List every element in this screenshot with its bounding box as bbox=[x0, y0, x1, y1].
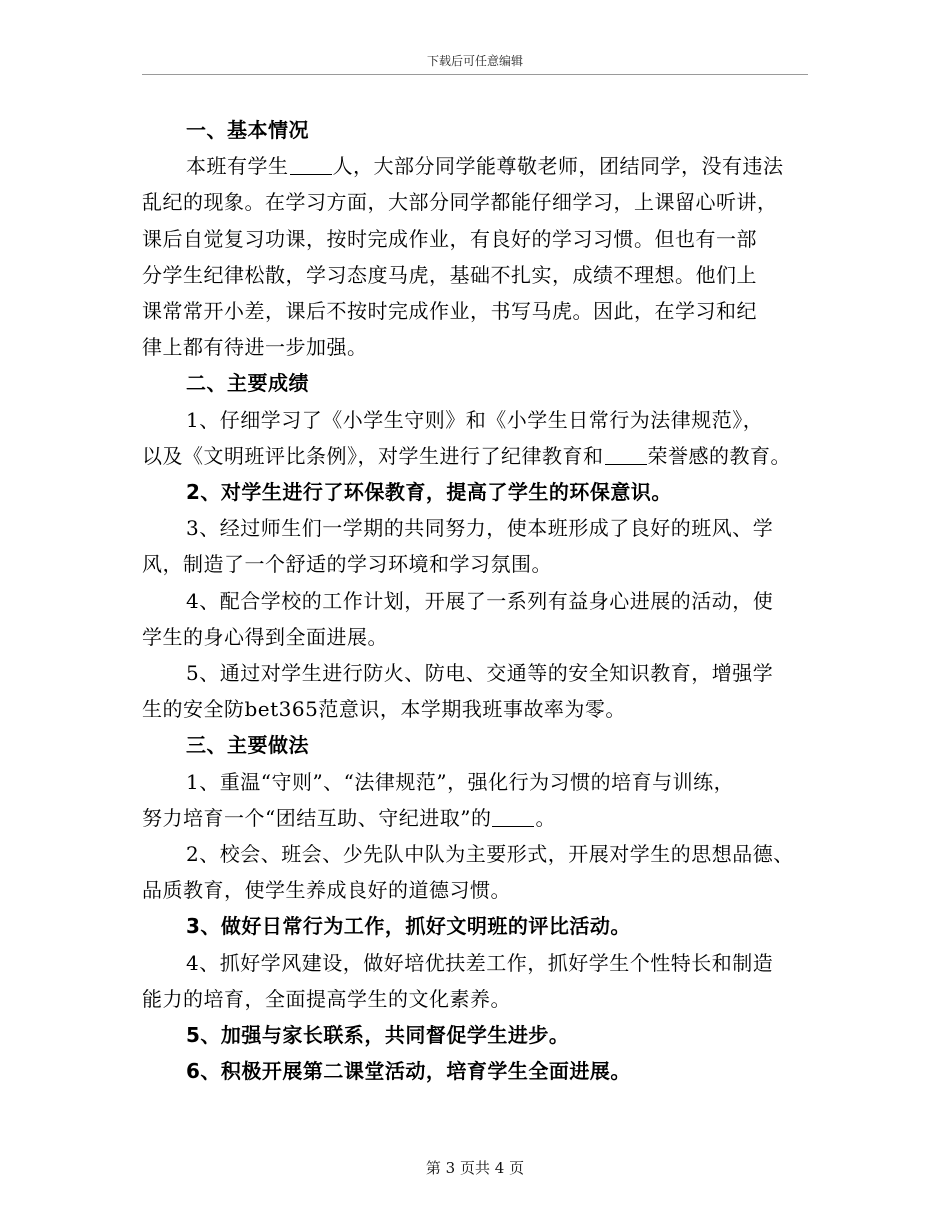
fill-in-blank bbox=[605, 444, 647, 465]
paragraph-line: 课后自觉复习功课，按时完成作业，有良好的学习习惯。但也有一部 bbox=[142, 226, 757, 251]
list-item-line: 4、抓好学风建设，做好培优扶差工作，抓好学生个性特长和制造 bbox=[186, 950, 774, 975]
paragraph-line: 分学生纪律松散，学习态度马虎，基础不扎实，成绩不理想。他们上 bbox=[142, 262, 757, 287]
section-heading-basic: 一、基本情况 bbox=[186, 118, 309, 142]
text-segment: 努力培育一个“团结互助、守纪进取”的 bbox=[142, 805, 492, 830]
paragraph-line bbox=[142, 148, 832, 184]
list-item-line bbox=[142, 800, 832, 836]
page-header: 下载后可任意编辑 bbox=[426, 54, 523, 68]
paragraph-line: 课常常开小差，课后不按时完成作业，书写马虎。因此，在学习和纪 bbox=[142, 299, 757, 324]
text-segment: 。 bbox=[535, 805, 556, 830]
list-item-line: 4、配合学校的工作计划，开展了一系列有益身心进展的活动，使 bbox=[186, 588, 774, 613]
list-item-line: 2、对学生进行了环保教育，提高了学生的环保意识。 bbox=[186, 480, 672, 505]
section-heading-methods: 三、主要做法 bbox=[186, 733, 309, 758]
list-item-line: 6、积极开展第二课堂活动，培育学生全面进展。 bbox=[186, 1059, 631, 1084]
list-item-line: 5、通过对学生进行防火、防电、交通等的安全知识教育，增强学 bbox=[186, 661, 774, 686]
header-divider bbox=[142, 74, 808, 75]
list-item-line: 5、加强与家长联系，共同督促学生进步。 bbox=[186, 1023, 570, 1048]
list-item-line: 品质教育，使学生养成良好的道德习惯。 bbox=[142, 878, 511, 903]
text-segment: 人，大部分同学能尊敬老师，团结同学，没有违法 bbox=[332, 154, 784, 179]
text-segment: 本班有学生 bbox=[186, 154, 289, 179]
list-item-line: 1、重温“守则”、“法律规范”，强化行为习惯的培育与训练， bbox=[186, 769, 735, 794]
list-item-line: 3、做好日常行为工作，抓好文明班的评比活动。 bbox=[186, 914, 631, 939]
list-item-line: 3、经过师生们一学期的共同努力，使本班形成了良好的班风、学 bbox=[186, 516, 774, 541]
list-item-line: 2、校会、班会、少先队中队为主要形式，开展对学生的思想品德、 bbox=[186, 842, 794, 867]
paragraph-line: 乱纪的现象。在学习方面，大部分同学都能仔细学习，上课留心听讲， bbox=[142, 190, 778, 215]
list-item-line: 1、仔细学习了《小学生守则》和《小学生日常行为法律规范》， bbox=[186, 407, 764, 432]
page-number-footer: 第 3 页共 4 页 bbox=[425, 1159, 525, 1177]
text-segment: 以及《文明班评比条例》，对学生进行了纪律教育和 bbox=[142, 443, 604, 468]
paragraph-line: 律上都有待进一步加强。 bbox=[142, 335, 368, 360]
fill-in-blank bbox=[290, 154, 332, 175]
fill-in-blank bbox=[492, 806, 534, 827]
list-item-line bbox=[142, 438, 832, 474]
list-item-line: 学生的身心得到全面进展。 bbox=[142, 624, 388, 649]
text-segment: 荣誉感的教育。 bbox=[647, 443, 791, 468]
list-item-line: 能力的培育，全面提高学生的文化素养。 bbox=[142, 986, 511, 1011]
list-item-line: 生的安全防bet365范意识，本学期我班事故率为零。 bbox=[142, 697, 626, 722]
section-heading-achievements: 二、主要成绩 bbox=[186, 371, 309, 396]
document-body bbox=[142, 112, 832, 1089]
list-item-line: 风，制造了一个舒适的学习环境和学习氛围。 bbox=[142, 552, 552, 577]
